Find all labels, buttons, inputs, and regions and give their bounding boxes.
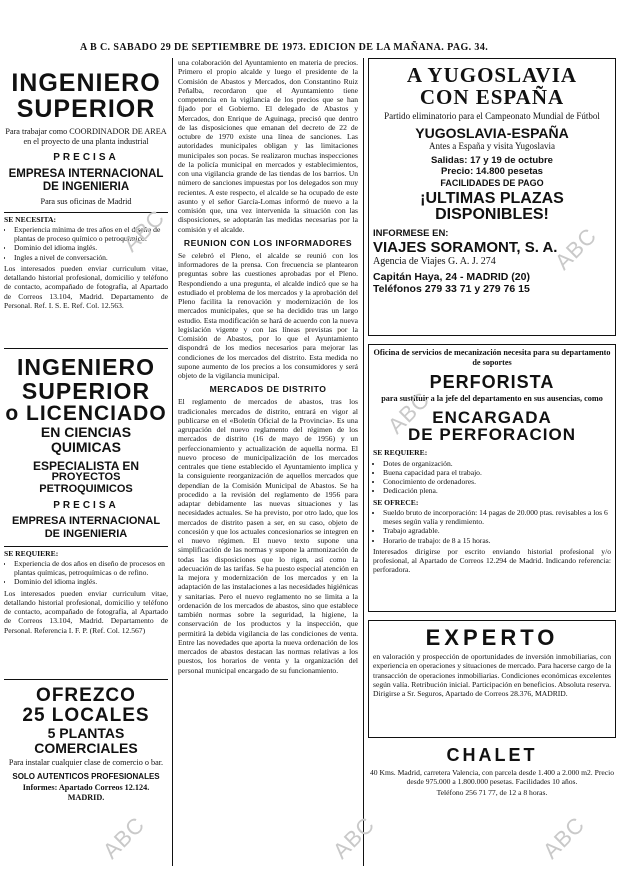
column-left xyxy=(4,58,168,866)
chalet-phone: Teléfono 256 71 77, de 12 a 8 horas. xyxy=(436,788,548,798)
perf-title-2: ENCARGADA xyxy=(432,407,552,427)
yugo-agency: VIAJES SORAMONT, S. A. xyxy=(373,239,558,257)
abc-watermark: ABC xyxy=(97,811,150,864)
yugo-title-2: CON ESPAÑA xyxy=(419,85,565,110)
separator xyxy=(4,348,168,349)
page-header xyxy=(0,42,620,56)
perf-req: • Buena capacidad para el trabajo. xyxy=(383,468,611,477)
experto-title: EXPERTO xyxy=(425,625,559,650)
perf-req: • Conocimiento de ordenadores. xyxy=(383,477,611,486)
ad2-precisa: PRECISA xyxy=(53,500,119,512)
perf-title: PERFORISTA xyxy=(429,371,555,392)
ad1-req: • Experiencia mínima de tres años en el diseño de plantas de proceso químico o petroquímico. xyxy=(14,225,168,244)
article-intro: una colaboración del Ayuntamiento en materia de precios. Primero el propio alcalde y luego el presidente de la Comisión de Abastos y Mercados, don Constantino Ruiz Peñalba, recordaron que el Ayuntamiento tiene competencia en la vigilancia de los precios que se han fijado por el Gobierno. El delegado de Abastos y Mercados, don Enrique de Aguinaga, precisó que dentro de las disposiciones que emanan del decreto de 22 de octubre de 1970 existe una línea de sanciones. Las autoridades municipales obligan y las limitaciones municipales son pocas. Se realizaron muchas inspecciones de la policía municipal en mercados y establecimientos, con una vigilancia grande de las tiendas de los barrios. Un número de sanciones impuestas por los delegados son muy recientes. A este respecto, el alcalde se ha ocupado de este asunto y el señor García-Lomas informó de nuevo a la comisión que, una vez intervenida la situación con las disposiciones, se adoptarán las medidas necesarias por la comisión y el alcalde. xyxy=(178,58,358,234)
article-body-2: El reglamento de mercados de abastos, tras los tradicionales mercados de distrito, entrará en vigor al publicarse en el «Boletín Oficial de la Provincia». Es una agrupación del nuevo reglamento del régimen de los mercados de distrito (16 de mayo de 1956) y un perfeccionamiento y actualización de aquella norma. El nuevo proceso de municipalización de los mercados centrales que tiene establecido el Ayuntamiento implica y la consiguiente reorganización de aquellos mercados que dependían de la Comisión Municipal de Abastos. Se ha procedido a la revisión del reglamento de 1956 para adaptar debidamente las nuevas situaciones y las necesidades actuales. Se ha previsto, por otro lado, que los mercados de distrito pasen a ser, en su caso, objeto de concesión y que los actuales concesionarios se integren en el nuevo régimen. El nuevo texto supone una simplificación de las normas y supone la armonización de todas las disposiciones que lo rigen, así como la adecuación de las tarifas. Se ha puesto especial atención en la mejora y modernización de los mercados y en la adaptación de las instalaciones a las necesidades higiénicas y sanitarias. Pero el nuevo reglamento no se limita a la ordenación de los mercados de abastos, sino que establece también normas sobre la seguridad, la higiene, la conservación de los productos y la inspección, que permitirá la debida vigilancia de las condiciones de venta. Entre las novedades que aporta la nueva ordenación de los mercados de abastos destacan las normas relativas a los puestos, los horarios de venta y la organización del personal municipal encargado de su funcionamiento. xyxy=(178,397,358,675)
ad2-title-4: EN CIENCIAS QUIMICAS xyxy=(40,424,132,456)
header-text: A B C. SABADO 29 DE SEPTIEMBRE DE 1973. EDICION DE LA MAÑANA. PAG. 34. xyxy=(80,42,489,53)
article-section-heading-1: REUNION CON LOS INFORMADORES xyxy=(183,237,353,248)
ad2-company: EMPRESA INTERNACIONAL DE INGENIERIA xyxy=(11,515,161,541)
column-rule-1 xyxy=(172,58,173,866)
ad1-title-2: SUPERIOR xyxy=(16,95,156,124)
perf-intro: Oficina de servicios de mecanización necesita para su departamento de soportes xyxy=(373,348,611,368)
ad-perforista xyxy=(368,344,616,612)
ad-experto xyxy=(368,620,616,738)
ad1-intro: Para trabajar como COORDINADOR DE AREA en el proyecto de una planta industrial xyxy=(5,126,167,146)
ad1-footer: Los interesados pueden enviar curriculum vitae, detallando historial profesional, domicilio y teléfono de contacto, acompañado de fotografía, al Apartado de Correos 13.104, Madrid. Departamento de Personal. Ref. I. S. E. Ref. Col. 12.563. xyxy=(4,263,168,310)
chalet-title: CHALET xyxy=(446,745,538,765)
yugo-agency-sub: Agencia de Viajes G. A. J. 274 xyxy=(373,256,496,268)
ad2-title-2: SUPERIOR xyxy=(21,378,151,405)
ad1-precisa: PRECISA xyxy=(53,152,119,163)
perf-req-label: SE REQUIERE: xyxy=(373,448,428,458)
perf-offer: • Sueldo bruto de incorporación: 14 pagas de 20.000 ptas. revisables a los 6 meses según valía y rendimiento. xyxy=(383,508,611,527)
perf-title-3: DE PERFORACION xyxy=(408,425,576,445)
ad2-req-list xyxy=(4,559,168,587)
ad1-req: • Ingles a nivel de conversación. xyxy=(14,253,168,262)
ad1-title-1: INGENIERO xyxy=(11,69,161,97)
article-body-1: Se celebró el Pleno, el alcalde se reunió con los informadores de la prensa. Con frecuencia se plantearon preguntas sobre las cuestiones aprobadas por el Pleno. Respondiendo a una pregunta, el alcalde indicó que se ha estudiado el problema de los mercados y la aprobación del Pleno facilita la renovación y modernización de los mercados municipales, que se ha decidido tras un largo estudio. Esta modificación se hará de acuerdo con la nueva legislación vigente y con las líneas previstas por la Comisión de Abastos, por lo que el Ayuntamiento dispondrá de los medios necesarios para mejorar las condiciones de los mercados del distrito. Esta medida no supone aumento de los precios a los consumidores y será objeto de la vigilancia municipal. xyxy=(178,250,358,380)
separator xyxy=(4,679,168,680)
yugo-phones: Teléfonos 279 33 71 y 279 76 15 xyxy=(373,282,530,295)
perf-mid: para sustituir a la jefe del departamento en sus ausencias, como xyxy=(381,394,603,404)
ad1-company: EMPRESA INTERNACIONAL DE INGENIERIA xyxy=(8,168,164,194)
yugo-intro: Partido eliminatorio para el Campeonato Mundial de Fútbol xyxy=(384,111,600,122)
ad3-title-2: 25 LOCALES xyxy=(22,704,150,726)
column-right xyxy=(368,58,620,866)
ad2-title-1: INGENIERO xyxy=(16,354,156,380)
ad2-req: • Dominio del idioma inglés. xyxy=(14,577,168,586)
ad2-req-label: SE REQUIERE: xyxy=(4,548,59,558)
perf-req: • Dotes de organización. xyxy=(383,459,611,468)
ad2-sub-1: ESPECIALISTA EN xyxy=(32,458,139,473)
yugo-info: INFORMESE EN: xyxy=(373,228,449,240)
ad2-sub-2: PROYECTOS PETROQUIMICOS xyxy=(39,471,133,495)
abc-watermark: ABC xyxy=(549,222,602,275)
yugo-last-1: ¡ULTIMAS PLAZAS xyxy=(420,189,564,207)
ad3-note: SOLO AUTENTICOS PROFESIONALES xyxy=(12,771,160,781)
yugo-sub: Antes a España y visita Yugoslavia xyxy=(429,141,555,152)
ad2-title-3: o LICENCIADO xyxy=(5,402,167,426)
perf-offer: • Horario de trabajo: de 8 a 15 horas. xyxy=(383,536,611,545)
ad1-location: Para sus oficinas de Madrid xyxy=(40,197,132,207)
perf-offer-list xyxy=(373,508,611,545)
ad3-body: Para instalar cualquier clase de comercio o bar. xyxy=(8,758,164,768)
yugo-address: Capitán Haya, 24 - MADRID (20) xyxy=(373,270,530,283)
ad-ingeniero-superior-2 xyxy=(4,355,168,673)
ad2-footer: Los interesados pueden enviar curriculum vitae, detallando historial profesional, domicilio y teléfono de contacto, acompañado de fotografía, al Apartado de Correos 13.104, Madrid. Departamento de Personal. Referencia I. F. P. (Ref. Col. 12.567) xyxy=(4,588,168,635)
abc-watermark: ABC xyxy=(327,811,380,864)
column-rule-2 xyxy=(363,58,364,866)
ad2-req: • Experiencia de dos años en diseño de procesos en plantas químicas, petroquímicas o de refino. xyxy=(14,559,168,578)
yugo-dates: Salidas: 17 y 19 de octubre xyxy=(431,154,553,166)
abc-watermark: ABC xyxy=(117,204,170,257)
yugo-last-2: DISPONIBLES! xyxy=(435,206,549,224)
perf-footer: Interesados dirigirse por escrito enviando historial profesional y/o profesional, al Apartado de Correos 12.294 de Madrid. Indicando referencia: perforadora. xyxy=(373,546,611,575)
perf-req: • Dedicación plena. xyxy=(383,486,611,495)
yugo-price: Precio: 14.800 pesetas xyxy=(441,165,543,177)
ad1-req: • Dominio del idioma inglés. xyxy=(14,243,168,252)
abc-watermark: ABC xyxy=(382,386,435,439)
perf-req-list xyxy=(373,459,611,496)
column-article xyxy=(178,58,358,866)
ad-yugoslavia xyxy=(368,58,616,336)
ad3-footer: Informes: Apartado Correos 12.124. MADRID. xyxy=(22,782,150,802)
ad-chalet xyxy=(368,746,616,798)
abc-watermark: ABC xyxy=(537,811,590,864)
perf-offer-label: SE OFRECE: xyxy=(373,497,419,507)
ad3-title-3: 5 PLANTAS COMERCIALES xyxy=(34,724,138,756)
ad3-title-1: OFREZCO xyxy=(36,685,136,706)
perf-offer: • Trabajo agradable. xyxy=(383,526,611,535)
chalet-body: 40 Kms. Madrid, carretera Valencia, con parcela desde 1.400 a 2.000 m2. Precio desde 975.000 a 1.800.000 pesetas. Facilidades 10 años. xyxy=(369,767,615,787)
yugo-title-1: A YUGOSLAVIA xyxy=(406,63,578,87)
ad-ingeniero-superior-1 xyxy=(4,70,168,342)
yugo-match: YUGOSLAVIA-ESPAÑA xyxy=(415,125,569,142)
ad1-req-label: SE NECESITA: xyxy=(4,214,56,224)
article-section-heading-2: MERCADOS DE DISTRITO xyxy=(209,384,327,395)
experto-body: en valoración y prospección de oportunidades de inversión inmobiliarias, con experiencia en operaciones y situaciones de mercado. Para hacerse cargo de la transacción de operaciones inmobiliarias. Condiciones económicas excelentes según valía. Retribución inicial. Participación en beneficios. Absoluta reserva. Dirigirse a Sr. Seguros, Apartado de Correos 28.376, MADRID. xyxy=(373,652,611,699)
yugo-pay: FACILIDADES DE PAGO xyxy=(440,177,544,188)
ad-ofrezco-locales xyxy=(4,686,168,803)
